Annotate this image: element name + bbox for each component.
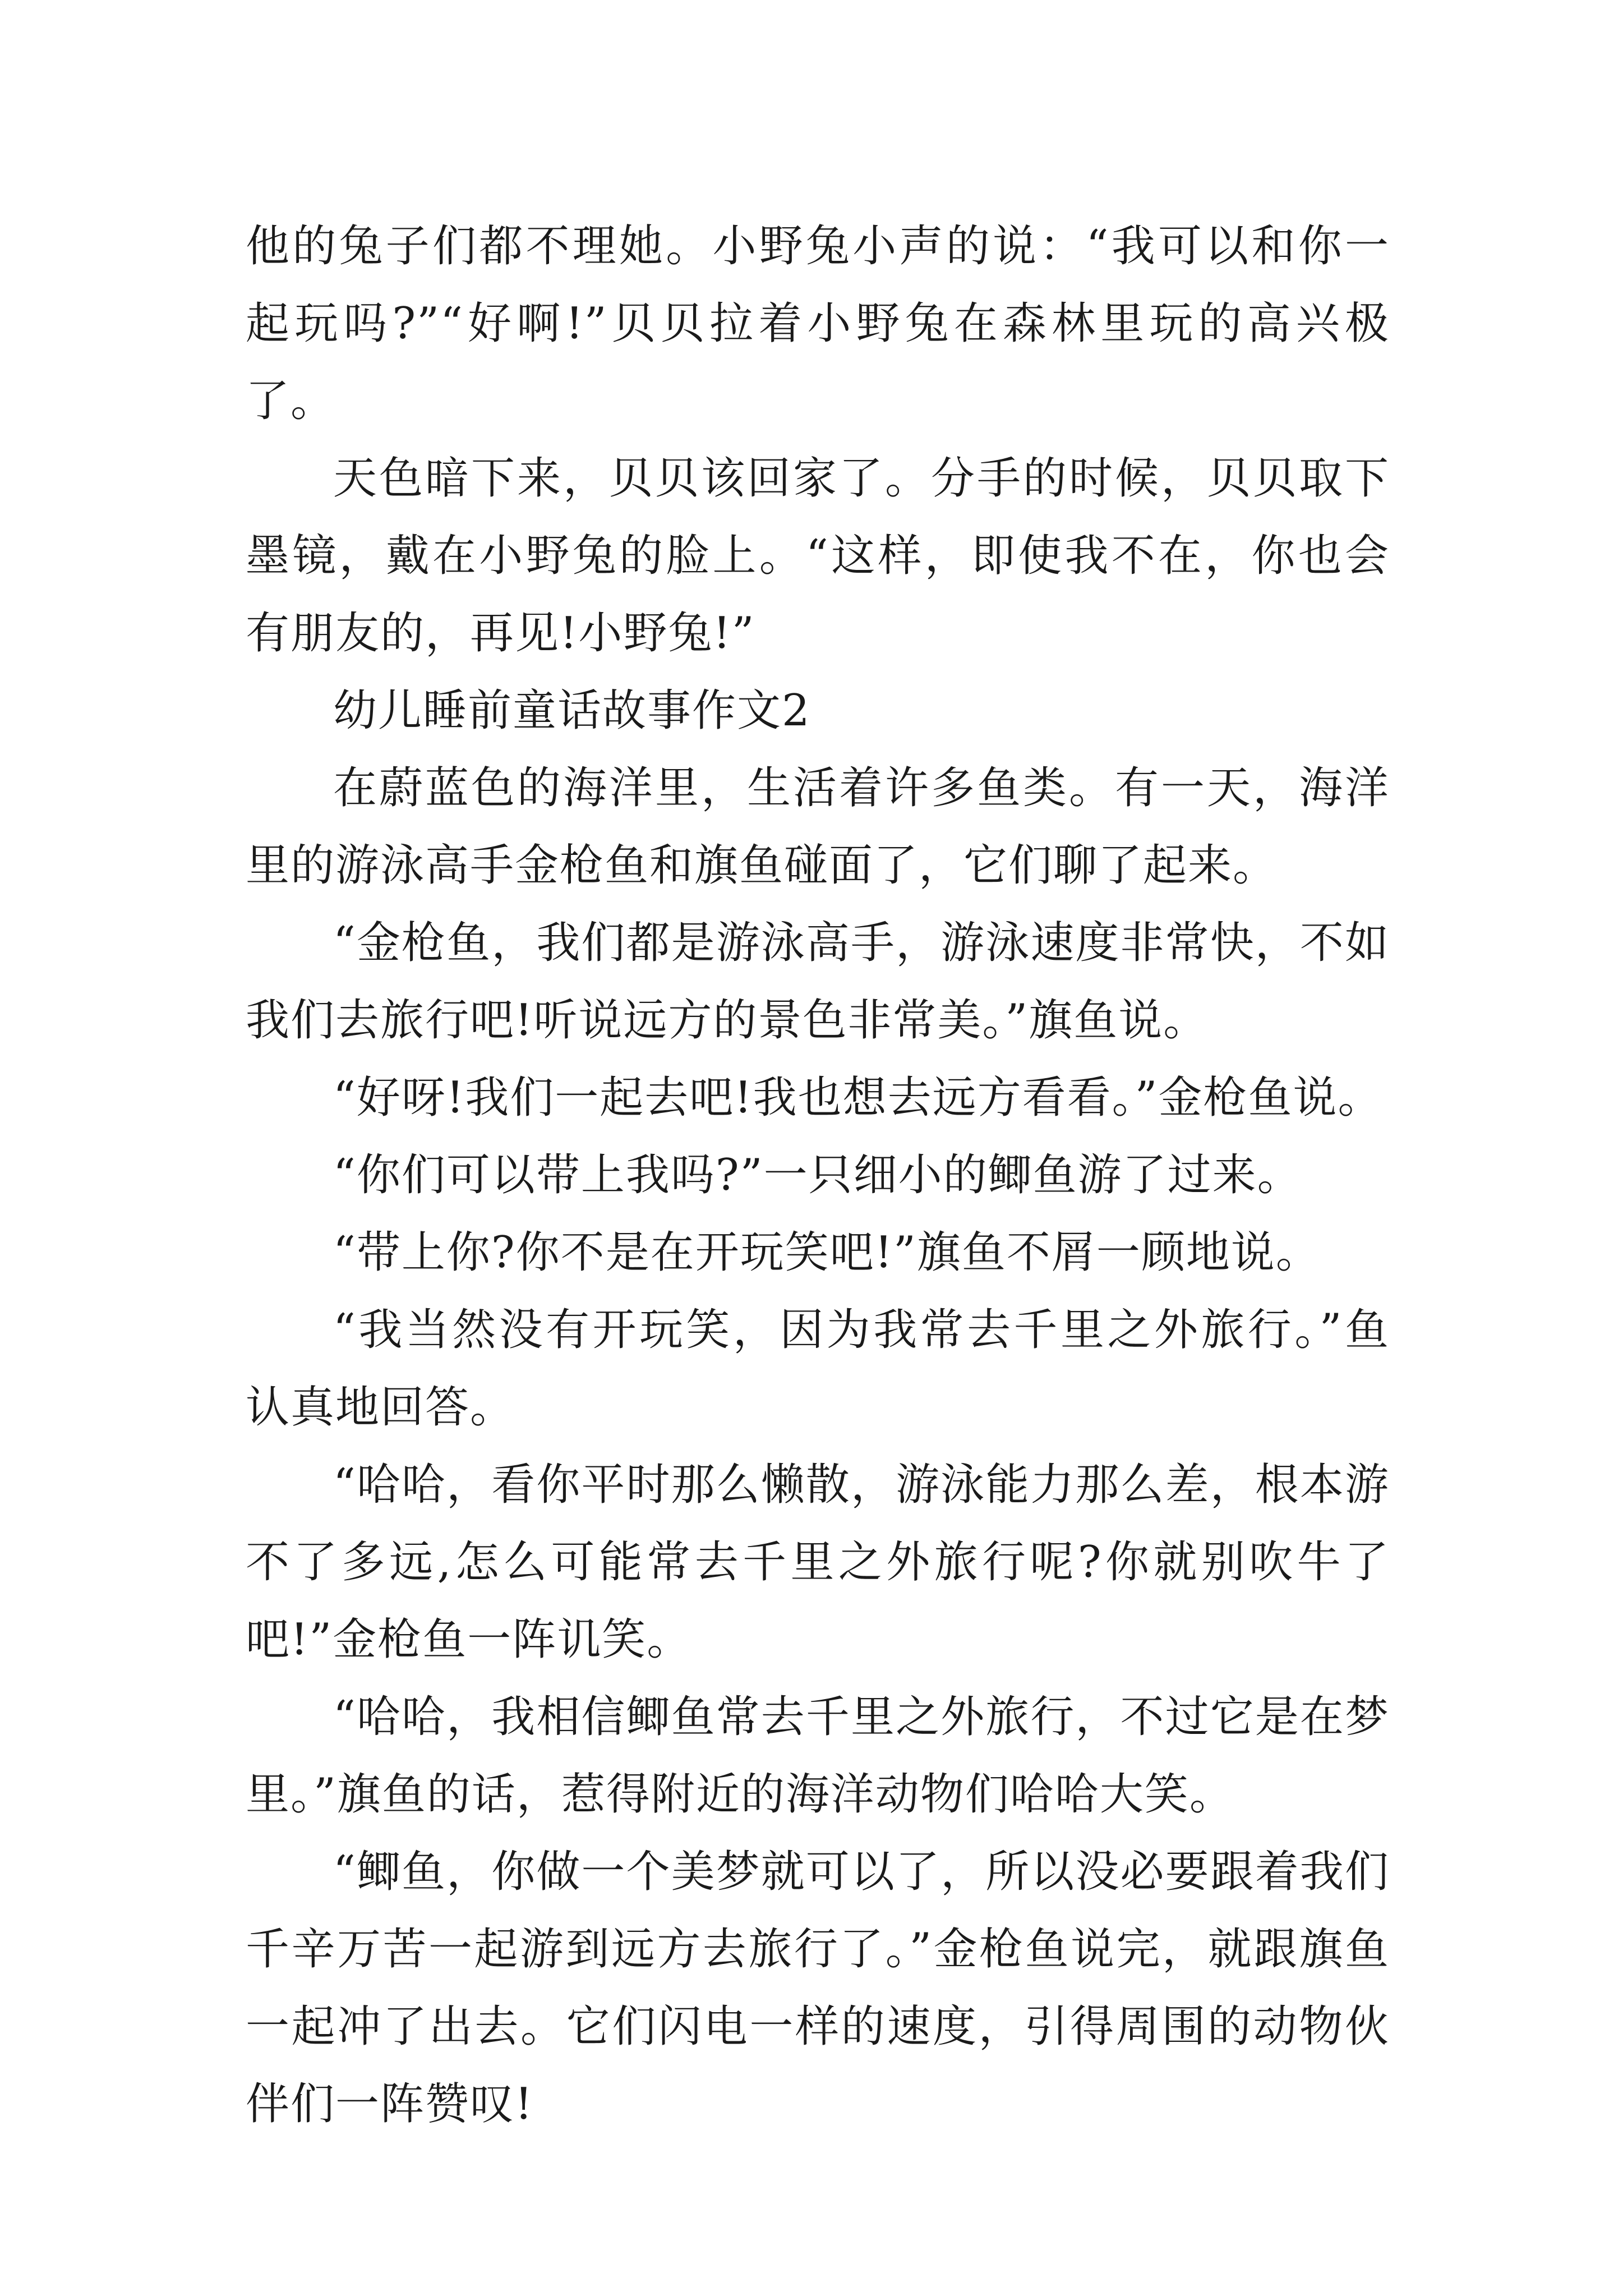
paragraph-1: 他的兔子们都不理她。小野兔小声的说：“我可以和你一起玩吗?”“好啊!”贝贝拉着小野兔在森林里玩的高兴极了。 xyxy=(246,221,1390,426)
paragraph-2: 天色暗下来，贝贝该回家了。分手的时候，贝贝取下墨镜，戴在小野兔的脸上。“这样，即使我不在，你也会有朋友的，再见!小野兔!” xyxy=(246,453,1390,659)
paragraph-6: “你们可以带上我吗?”一只细小的鲫鱼游了过来。 xyxy=(333,1150,1302,1200)
section-heading: 幼儿睡前童话故事作文2 xyxy=(333,685,811,736)
paragraph-8: “我当然没有开玩笑，因为我常去千里之外旅行。”鱼认真地回答。 xyxy=(246,1305,1390,1433)
paragraph-4: “金枪鱼，我们都是游泳高手，游泳速度非常快，不如我们去旅行吧!听说远方的景色非常美。”旗鱼说。 xyxy=(246,918,1390,1046)
paragraph-11: “鲫鱼，你做一个美梦就可以了，所以没必要跟着我们千辛万苦一起游到远方去旅行了。”金枪鱼说完，就跟旗鱼一起冲了出去。它们闪电一样的速度，引得周围的动物伙伴们一阵赞叹! xyxy=(246,1847,1390,2129)
paragraph-9: “哈哈，看你平时那么懒散，游泳能力那么差，根本游不了多远,怎么可能常去千里之外旅行呢?你就别吹牛了吧!”金枪鱼一阵讥笑。 xyxy=(246,1460,1390,1665)
document-body xyxy=(246,208,1390,2143)
paragraph-3: 在蔚蓝色的海洋里，生活着许多鱼类。有一天，海洋里的游泳高手金枪鱼和旗鱼碰面了，它们聊了起来。 xyxy=(246,763,1390,891)
paragraph-10: “哈哈，我相信鲫鱼常去千里之外旅行，不过它是在梦里。”旗鱼的话，惹得附近的海洋动物们哈哈大笑。 xyxy=(246,1692,1390,1820)
paragraph-7: “带上你?你不是在开玩笑吧!”旗鱼不屑一顾地说。 xyxy=(333,1227,1321,1278)
paragraph-5: “好呀!我们一起去吧!我也想去远方看看。”金枪鱼说。 xyxy=(333,1073,1383,1123)
